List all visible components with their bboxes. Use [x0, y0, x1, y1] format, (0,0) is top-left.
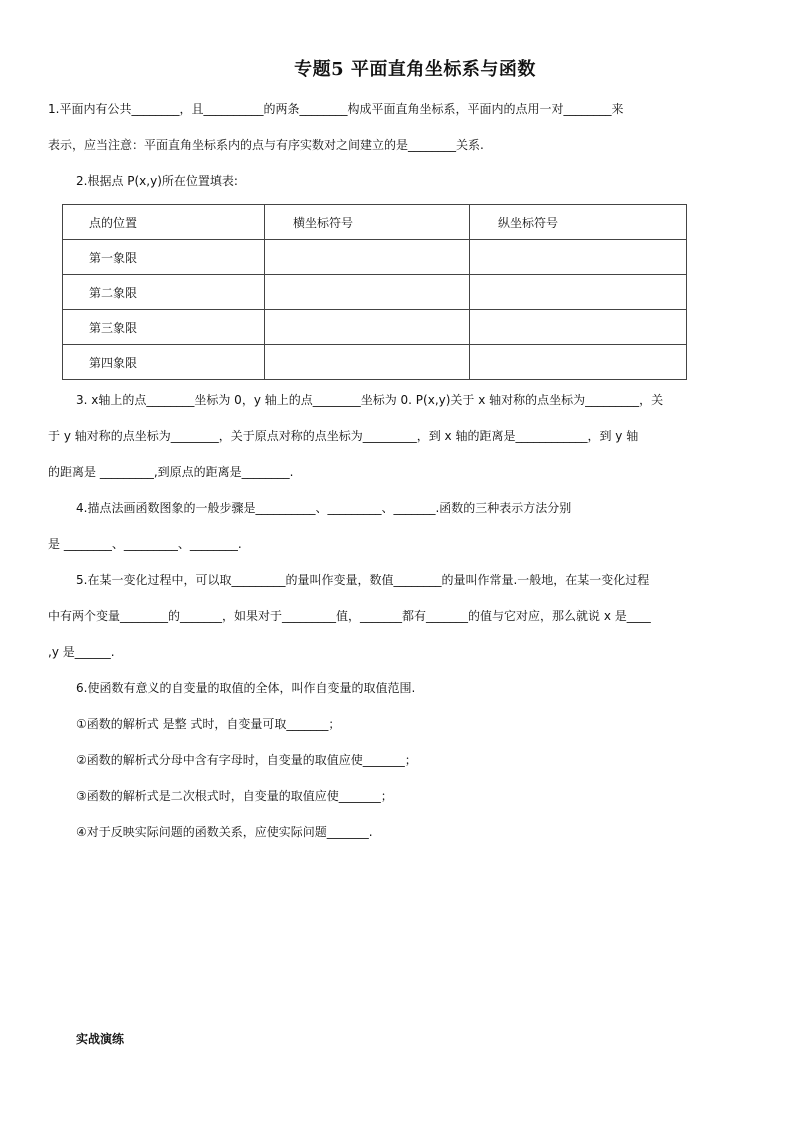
q5-line3: ,y 是______.: [48, 645, 115, 659]
q3-line2: 于 y 轴对称的点坐标为________，关于原点对称的点坐标为_________，到 x 轴的距离是____________，到 y 轴: [48, 429, 639, 443]
table-row: [63, 240, 687, 275]
q4-line1: 4.描点法画函数图象的一般步骤是__________、_________、_______.函数的三种表示方法分别: [76, 501, 572, 515]
q5-line2: 中有两个变量________的_______，如果对于_________值，_______都有_______的值与它对应，那么就说 x 是____: [48, 609, 651, 623]
table-cell: 第二象限: [63, 275, 265, 310]
table-cell-blank[interactable]: [470, 275, 687, 310]
q1-line2: 表示，应当注意：平面直角坐标系内的点与有序实数对之间建立的是________关系.: [48, 138, 484, 152]
section-heading: 实战演练: [76, 1032, 125, 1046]
table-cell-blank[interactable]: [265, 275, 470, 310]
q6-intro: 6.使函数有意义的自变量的取值的全体，叫作自变量的取值范围.: [76, 681, 416, 695]
q4-line2: 是 ________、_________、________.: [48, 537, 242, 551]
table-header-row: [63, 205, 687, 240]
table-header-cell: 点的位置: [63, 205, 265, 240]
q3-line3: 的距离是 _________,到原点的距离是________.: [48, 465, 294, 479]
table-cell-blank[interactable]: [470, 310, 687, 345]
table-cell-blank[interactable]: [265, 240, 470, 275]
table-header-cell: 纵坐标符号: [470, 205, 687, 240]
table-cell: 第三象限: [63, 310, 265, 345]
position-sign-table: [62, 204, 687, 380]
table-cell-blank[interactable]: [470, 240, 687, 275]
table-cell: 第四象限: [63, 345, 265, 380]
q3-line1: 3. x轴上的点________坐标为 0，y 轴上的点________坐标为 0. P(x,y)关于 x 轴对称的点坐标为_________，关: [76, 393, 664, 407]
q5-line1: 5.在某一变化过程中，可以取_________的量叫作变量，数值________的量叫作常量.一般地，在某一变化过程: [76, 573, 650, 587]
table-cell-blank[interactable]: [265, 345, 470, 380]
table-header-cell: 横坐标符号: [265, 205, 470, 240]
table-row: [63, 310, 687, 345]
q2-intro: 2.根据点 P(x,y)所在位置填表:: [76, 174, 238, 188]
table-row: [63, 345, 687, 380]
q6-item-3: ③函数的解析式是二次根式时，自变量的取值应使_______；: [76, 789, 393, 803]
table-cell-blank[interactable]: [265, 310, 470, 345]
table-cell-blank[interactable]: [470, 345, 687, 380]
page-title: 专题5 平面直角坐标系与函数: [294, 59, 536, 80]
q6-item-1: ①函数的解析式 是整 式时，自变量可取_______；: [76, 717, 341, 731]
q6-item-2: ②函数的解析式分母中含有字母时，自变量的取值应使_______；: [76, 753, 417, 767]
table-cell: 第一象限: [63, 240, 265, 275]
table-row: [63, 275, 687, 310]
q6-item-4: ④对于反映实际问题的函数关系，应使实际问题_______.: [76, 825, 373, 839]
q1-line1: 1.平面内有公共________，且__________的两条________构成平面直角坐标系，平面内的点用一对________来: [48, 102, 624, 116]
